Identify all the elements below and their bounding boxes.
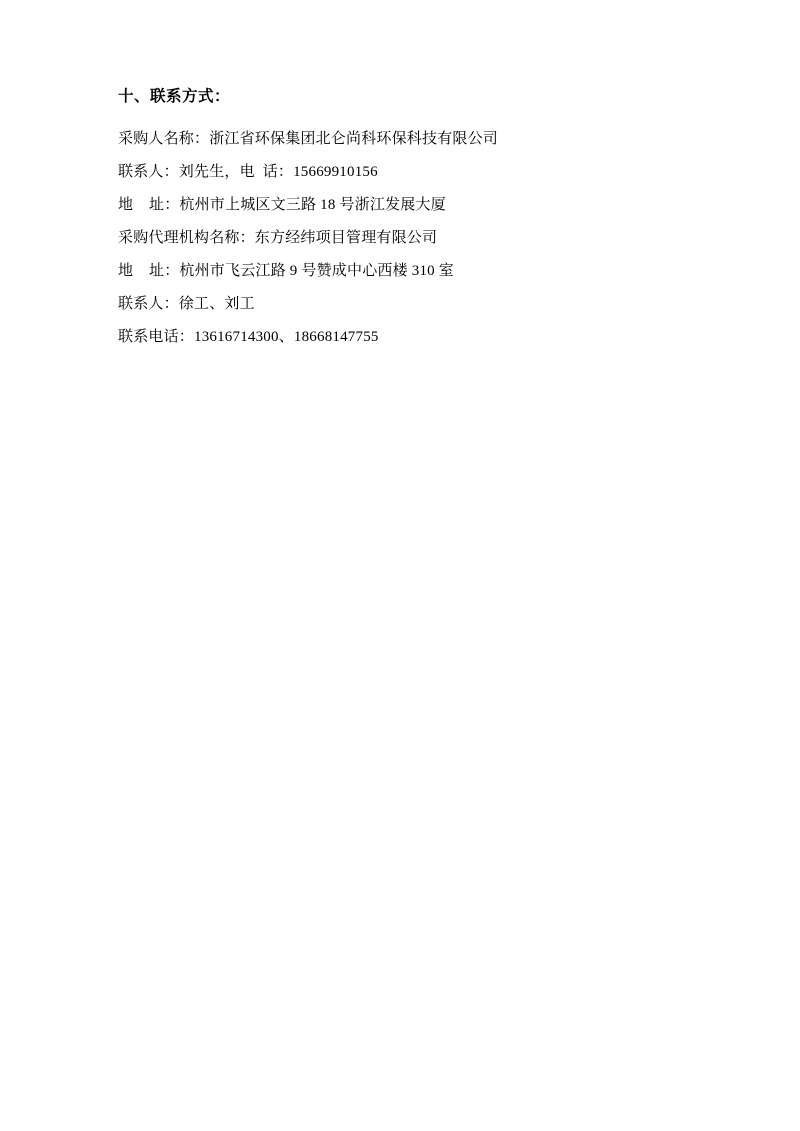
contact-line-agency-address: 地 址：杭州市飞云江路 9 号赞成中心西楼 310 室: [118, 262, 455, 279]
contact-line-contact-person-phone: 联系人：刘先生，电 话：15669910156: [118, 163, 378, 180]
contact-line-agency-name: 采购代理机构名称：东方经纬项目管理有限公司: [118, 229, 438, 246]
page-title: 十、联系方式：: [118, 88, 231, 105]
contact-line-agency-phone: 联系电话：13616714300、18668147755: [118, 328, 379, 345]
contact-line-purchaser-name: 采购人名称：浙江省环保集团北仑尚科环保科技有限公司: [118, 130, 499, 147]
contact-info-block: [118, 123, 680, 354]
contact-line-purchaser-address: 地 址：杭州市上城区文三路 18 号浙江发展大厦: [118, 196, 446, 213]
contact-line-agency-contact-person: 联系人：徐工、刘工: [118, 295, 255, 312]
